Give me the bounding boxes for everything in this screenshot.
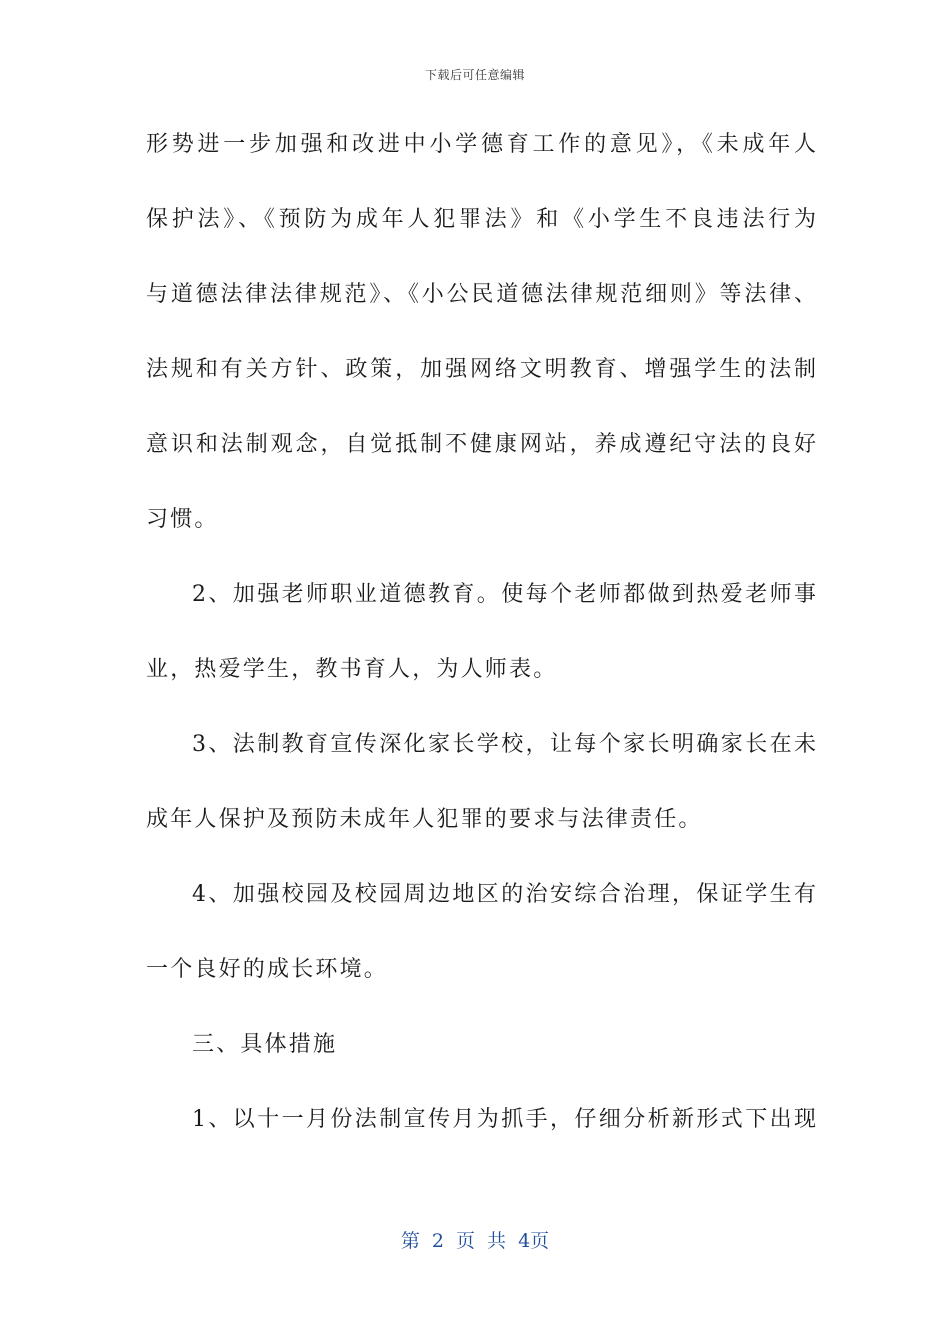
paragraph-start: 2、加强老师职业道德教育。使每个老师都做到热爱老师事 bbox=[192, 582, 816, 607]
body-line: 形势进一步加强和改进中小学德育工作的意见》，《未成年人 bbox=[146, 132, 816, 157]
body-line: 成年人保护及预防未成年人犯罪的要求与法律责任。 bbox=[146, 807, 703, 832]
body-line: 习惯。 bbox=[146, 507, 219, 532]
body-line: 与道德法律法律规范》、《小公民道德法律规范细则》等法律、 bbox=[146, 282, 816, 307]
body-line: 一个良好的成长环境。 bbox=[146, 957, 389, 982]
body-line: 业，热爱学生，教书育人，为人师表。 bbox=[146, 657, 558, 682]
page-number-footer: 第 2 页 共 4页 bbox=[400, 1230, 550, 1252]
paragraph-start: 3、法制教育宣传深化家长学校，让每个家长明确家长在未 bbox=[192, 732, 816, 757]
paragraph-start: 4、加强校园及校园周边地区的治安综合治理，保证学生有 bbox=[192, 882, 816, 907]
section-heading: 三、具体措施 bbox=[192, 1032, 338, 1057]
body-line: 保护法》、《预防为成年人犯罪法》和《小学生不良违法行为 bbox=[146, 207, 816, 232]
header-note: 下载后可任意编辑 bbox=[424, 68, 525, 82]
paragraph-start: 1、以十一月份法制宣传月为抓手，仔细分析新形式下出现 bbox=[192, 1107, 816, 1132]
body-line: 意识和法制观念，自觉抵制不健康网站，养成遵纪守法的良好 bbox=[146, 432, 816, 457]
body-line: 法规和有关方针、政策，加强网络文明教育、增强学生的法制 bbox=[146, 357, 816, 382]
